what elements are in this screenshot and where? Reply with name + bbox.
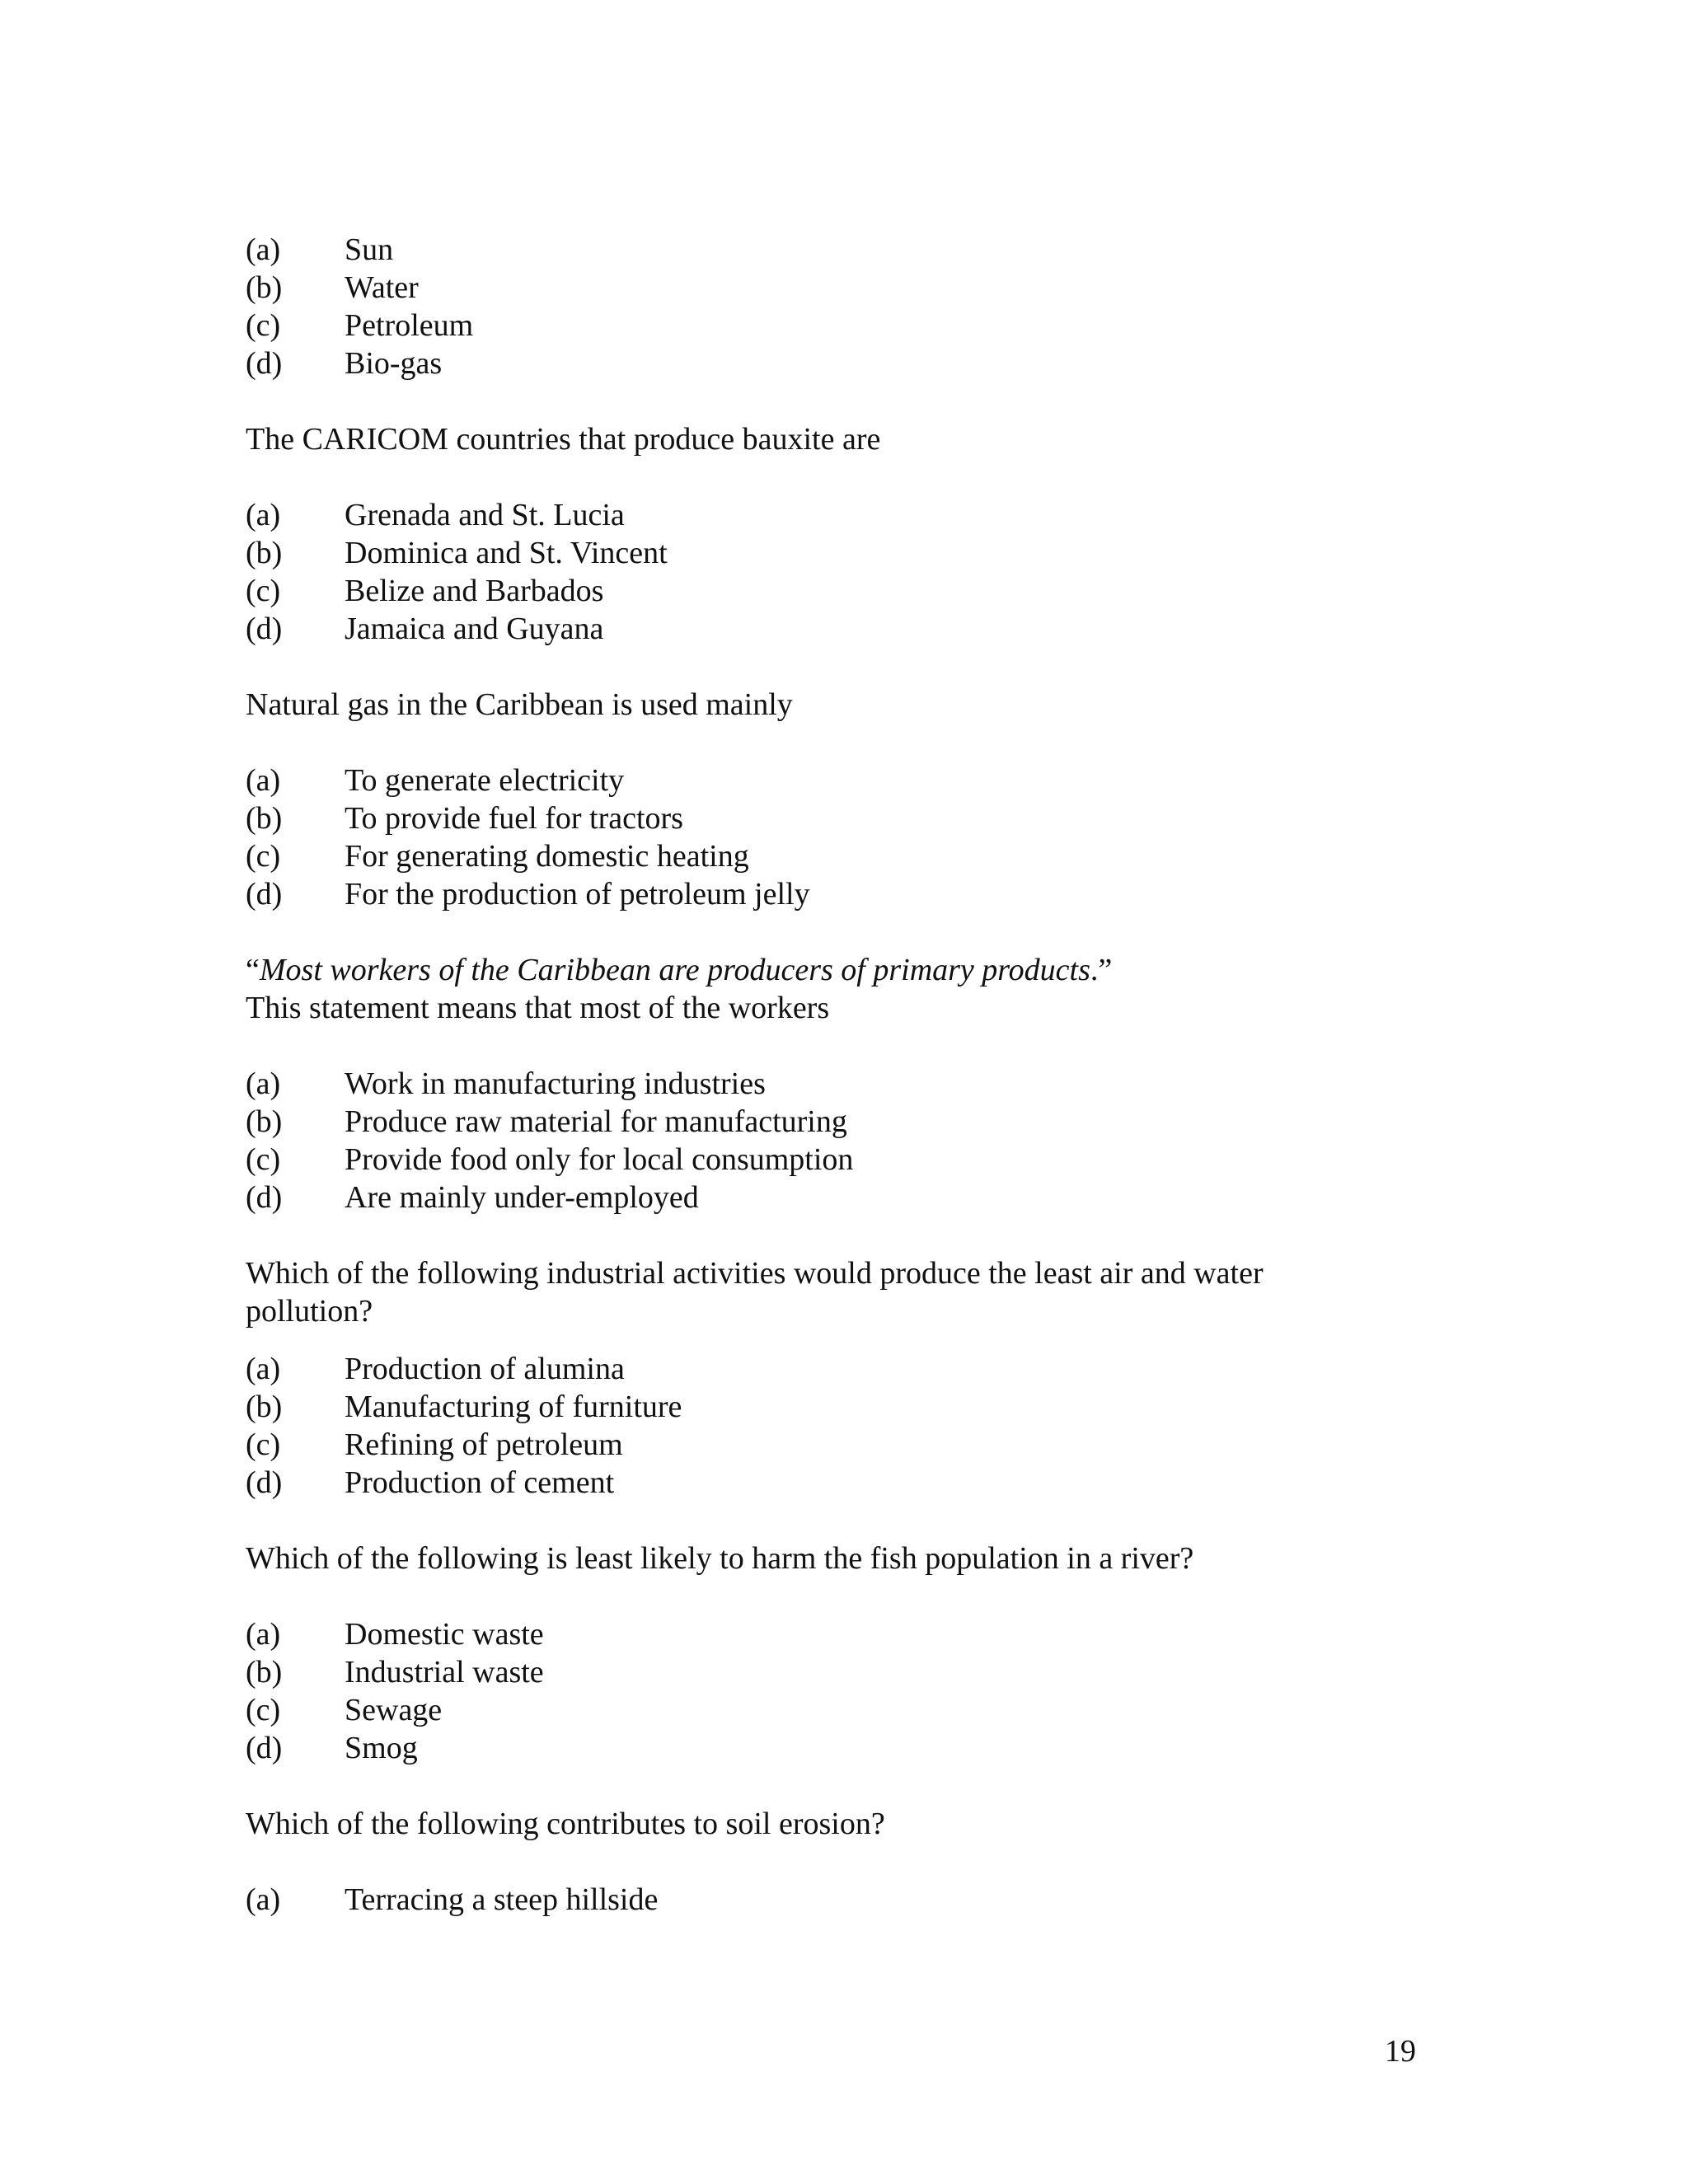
option-row: [246, 799, 1416, 837]
option-text: Manufacturing of furniture: [345, 1390, 682, 1424]
option-letter: (a): [246, 1066, 281, 1101]
option-letter: (d): [246, 877, 283, 912]
option-row: [246, 837, 1416, 875]
option-text: Industrial waste: [345, 1655, 544, 1690]
option-text: Sewage: [345, 1693, 443, 1727]
option-letter: (b): [246, 1104, 283, 1139]
question-block-5: [246, 1254, 1416, 1502]
page-number: 19: [1385, 2034, 1416, 2069]
option-text: Domestic waste: [345, 1617, 544, 1652]
option-row: [246, 572, 1416, 610]
question-block-4: [246, 951, 1416, 1216]
option-row: [246, 1141, 1416, 1179]
question-text: Natural gas in the Caribbean is used mainly: [246, 687, 793, 722]
option-text: Work in manufacturing industries: [345, 1066, 766, 1101]
option-text: For the production of petroleum jelly: [345, 877, 810, 912]
option-row: [246, 1691, 1416, 1729]
option-row: [246, 1729, 1416, 1767]
option-row: [246, 1426, 1416, 1464]
question-block-6: [246, 1540, 1416, 1767]
option-text: Produce raw material for manufacturing: [345, 1104, 847, 1139]
option-row: [246, 307, 1416, 344]
option-row: [246, 1350, 1416, 1388]
option-letter: (a): [246, 498, 281, 532]
option-row: [246, 1464, 1416, 1502]
option-letter: (a): [246, 1617, 281, 1652]
option-text: Belize and Barbados: [345, 574, 604, 608]
option-letter: (c): [246, 308, 281, 343]
option-text: For generating domestic heating: [345, 839, 749, 874]
option-letter: (d): [246, 1465, 283, 1500]
option-text: To provide fuel for tractors: [345, 801, 683, 836]
option-letter: (c): [246, 1427, 281, 1462]
option-row: [246, 344, 1416, 382]
question-block-2: [246, 420, 1416, 648]
quote-close-mark: .”: [1090, 953, 1113, 987]
option-text: Jamaica and Guyana: [345, 612, 604, 646]
question-block-3: [246, 686, 1416, 913]
quote-open-mark: “: [246, 953, 260, 987]
option-letter: (a): [246, 232, 281, 267]
option-letter: (b): [246, 1390, 283, 1424]
option-row: [246, 1615, 1416, 1653]
option-letter: (a): [246, 1882, 281, 1917]
option-row: [246, 1179, 1416, 1216]
option-letter: (b): [246, 270, 283, 305]
option-text: Are mainly under-employed: [345, 1180, 699, 1215]
option-letter: (b): [246, 536, 283, 570]
option-row: [246, 1388, 1416, 1426]
option-row: [246, 534, 1416, 572]
option-text: Terracing a steep hillside: [345, 1882, 659, 1917]
question-text: Which of the following contributes to soil erosion?: [246, 1807, 885, 1841]
page-content: [246, 231, 1416, 1919]
option-row: [246, 1881, 1416, 1919]
option-text: Sun: [345, 232, 394, 267]
option-text: Provide food only for local consumption: [345, 1142, 854, 1177]
option-letter: (c): [246, 574, 281, 608]
option-letter: (d): [246, 1731, 283, 1765]
option-row: [246, 1653, 1416, 1691]
option-row: [246, 269, 1416, 307]
question-block-1: [246, 231, 1416, 382]
option-letter: (b): [246, 801, 283, 836]
question-text: The CARICOM countries that produce bauxite are: [246, 422, 881, 457]
option-text: Bio-gas: [345, 346, 443, 381]
option-row: [246, 762, 1416, 799]
question-text: Which of the following industrial activities would produce the least air and water pollution?: [246, 1256, 1264, 1329]
option-letter: (a): [246, 763, 281, 798]
option-row: [246, 231, 1416, 269]
quote-italic-text: Most workers of the Caribbean are producers of primary products: [259, 953, 1090, 987]
option-row: [246, 610, 1416, 648]
option-text: Smog: [345, 1731, 418, 1765]
option-letter: (a): [246, 1352, 281, 1386]
option-letter: (c): [246, 1142, 281, 1177]
option-row: [246, 1103, 1416, 1141]
option-text: Water: [345, 270, 419, 305]
option-letter: (d): [246, 612, 283, 646]
option-row: [246, 1065, 1416, 1103]
question-text: Which of the following is least likely to harm the fish population in a river?: [246, 1541, 1194, 1576]
option-letter: (d): [246, 1180, 283, 1215]
question-quote: [246, 951, 1416, 989]
option-text: Grenada and St. Lucia: [345, 498, 625, 532]
option-letter: (d): [246, 346, 283, 381]
option-text: Petroleum: [345, 308, 474, 343]
question-block-7: [246, 1805, 1416, 1919]
question-text: This statement means that most of the workers: [246, 991, 830, 1025]
option-row: [246, 496, 1416, 534]
option-text: Dominica and St. Vincent: [345, 536, 668, 570]
option-letter: (c): [246, 839, 281, 874]
option-text: To generate electricity: [345, 763, 625, 798]
option-letter: (b): [246, 1655, 283, 1690]
option-letter: (c): [246, 1693, 281, 1727]
option-row: [246, 875, 1416, 913]
option-text: Production of alumina: [345, 1352, 625, 1386]
option-text: Production of cement: [345, 1465, 615, 1500]
option-text: Refining of petroleum: [345, 1427, 623, 1462]
